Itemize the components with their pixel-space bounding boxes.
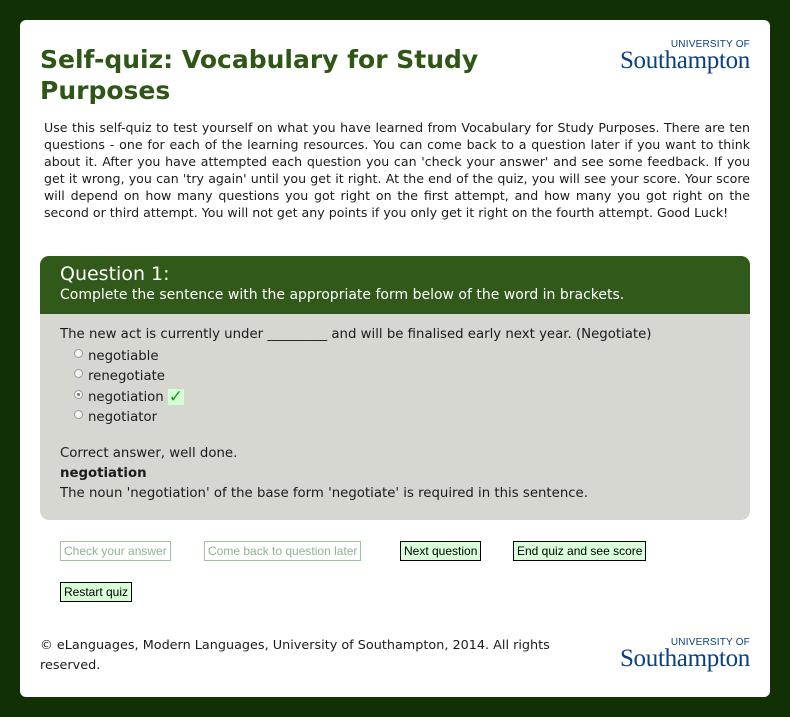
question-panel — [40, 256, 750, 520]
check-answer-button[interactable]: Check your answer — [60, 541, 171, 561]
intro-text: Use this self-quiz to test yourself on what you have learned from Vocabulary for Study Purposes. There are ten questions - one for each of the learning resources. You can come back to a question later if you want to think about it. After you have attempted each question you can 'check your answer' and see some feedback. If you get it wrong, you can 'try again' until you get it right. At the end of the quiz, you will see your score. Your score will depend on how many questions you got right on the first attempt, and how many you got right on the second or third attempt. You will not get any points if you only get it right on the fourth attempt. Good Luck! — [44, 120, 750, 220]
logo-small-text: UNIVERSITY OF — [670, 637, 750, 648]
logo-big-text: Southampton — [619, 47, 750, 74]
page-title: Self-quiz: Vocabulary for Study Purposes — [40, 45, 479, 105]
restart-quiz-button[interactable]: Restart quiz — [60, 582, 132, 602]
radio-button[interactable] — [74, 349, 83, 358]
question-header — [40, 256, 750, 314]
answer-option[interactable] — [60, 367, 730, 388]
question-title: Question 1: — [60, 263, 170, 285]
quiz-card — [20, 20, 770, 697]
option-label: renegotiate — [88, 369, 165, 385]
question-body — [40, 314, 750, 504]
footer-copyright: © eLanguages, Modern Languages, University of Southampton, 2014. All rights reserved. — [40, 638, 550, 673]
option-label: negotiable — [88, 348, 159, 364]
feedback-area — [60, 444, 730, 504]
feedback-explanation: The noun 'negotiation' of the base form 'negotiate' is required in this sentence. — [60, 486, 588, 501]
answer-option[interactable] — [60, 346, 730, 367]
question-sentence: The new act is currently under _________ and will be finalised early next year. (Negotiate) — [60, 327, 652, 342]
university-logo — [604, 40, 750, 72]
radio-button[interactable] — [74, 369, 83, 378]
answer-option-selected[interactable] — [60, 387, 730, 408]
option-label: negotiation — [88, 389, 164, 405]
end-quiz-button[interactable]: End quiz and see score — [513, 541, 646, 561]
radio-button-checked[interactable] — [74, 390, 83, 399]
logo-big-text: Southampton — [619, 645, 750, 672]
university-logo-footer — [604, 638, 750, 670]
feedback-answer-word: negotiation — [60, 466, 147, 481]
come-back-later-button[interactable]: Come back to question later — [204, 541, 361, 561]
option-label: negotiator — [88, 410, 158, 426]
logo-small-text: UNIVERSITY OF — [670, 39, 750, 50]
next-question-button[interactable]: Next question — [400, 541, 481, 561]
answer-option[interactable] — [60, 408, 730, 429]
feedback-status: Correct answer, well done. — [60, 446, 238, 461]
question-instruction: Complete the sentence with the appropriate form below of the word in brackets. — [60, 287, 625, 303]
correct-check-icon: ✓ — [168, 387, 183, 408]
radio-button[interactable] — [74, 410, 83, 419]
